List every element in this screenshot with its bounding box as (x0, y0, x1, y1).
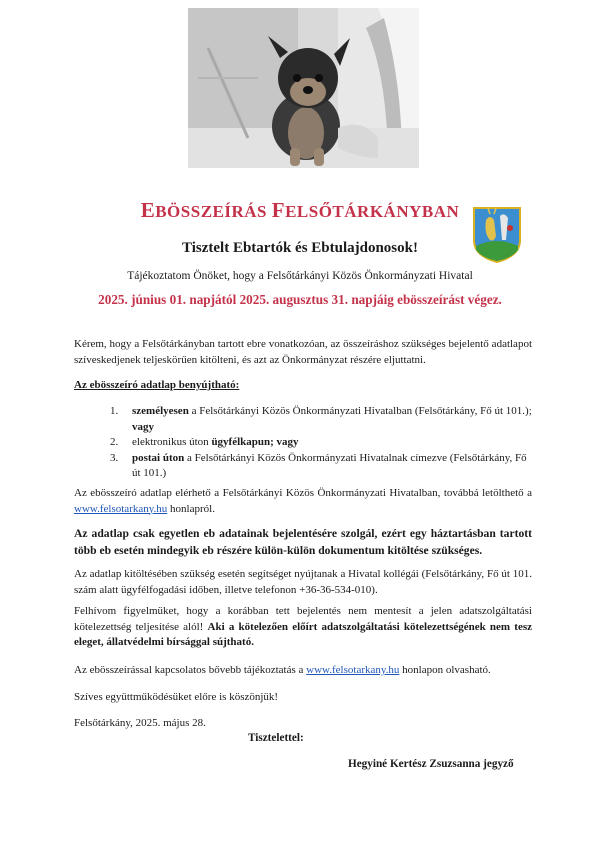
warning-paragraph: Felhívom figyelmüket, hogy a korábban tett bejelentés nem mentesít a jelen adatszolgáltatási kötelezettség teljesítése alól! Aki a kötelezően előírt adatszolgáltatási kötelezettségének nem tesz eleget, állatvédelmi bírsággal sújtható. (74, 605, 533, 648)
list-item: 3. postai úton a Felsőtárkányi Közös Önkormányzati Hivatalnak címezve (Felsőtárkány, Fő út 101.) (110, 451, 527, 479)
page-title: EBÖSSZEÍRÁS FELSŐTÁRKÁNYBAN (140, 198, 460, 222)
website-link[interactable]: www.felsotarkany.hu (74, 502, 168, 515)
request-paragraph: Kérem, hogy a Felsőtárkányban tartott ebre vonatkozóan, az összeíráshoz szükséges bejelentő adatlapot szíveskedjenek teljeskörűen kitölteni, és azt az Önkormányzat részére eljuttatni. (74, 338, 532, 366)
place-date: Felsőtárkány, 2025. május 28. (74, 717, 206, 729)
greeting: Tisztelt Ebtartók és Ebtulajdonosok! (181, 240, 418, 256)
survey-dates: 2025. június 01. napjától 2025. augusztus 31. napjáig ebösszeírást végez. (98, 292, 502, 307)
list-item: 2. elektronikus úton ügyfélkapun; vagy (110, 436, 299, 448)
thanks-paragraph: Szíves együttműködésüket előre is köszönjük! (74, 691, 279, 703)
submission-list (110, 404, 532, 482)
one-dog-paragraph: Az adatlap csak egyetlen eb adatainak bejelentésére szolgál, ezért egy háztartásban tartott több eb esetén mindegyik eb részére külön-külön dokumentum kitöltése szükséges. (74, 527, 532, 557)
website-link[interactable]: www.felsotarkany.hu (306, 664, 400, 676)
regards: Tisztelettel: (248, 732, 304, 744)
list-item: 1. személyesen a Felsőtárkányi Közös Önkormányzati Hivatalban (Felsőtárkány, Fő út 101.); vagy (110, 405, 532, 433)
info-paragraph: Az ebösszeírással kapcsolatos bővebb tájékoztatás a www.felsotarkany.hu honlapon olvasható. (74, 664, 491, 676)
availability-paragraph: Az ebösszeíró adatlap elérhető a Felsőtárkányi Közös Önkormányzati Hivatalban, továbbá letölthető a www.felsotarkany.hu honlapról. (74, 487, 532, 515)
dog-photo (188, 8, 419, 168)
help-paragraph: Az adatlap kitöltésében szükség esetén segítséget nyújtanak a Hivatal kollégái (Felsőtárkány, Fő út 101. szám alatt ügyfélfogadási időben, illetve telefonon +36-36-534-010). (74, 568, 532, 596)
intro-text: Tájékoztatom Önöket, hogy a Felsőtárkányi Közös Önkormányzati Hivatal (127, 270, 473, 282)
submit-heading: Az ebösszeíró adatlap benyújtható: (74, 379, 240, 391)
signature: Hegyiné Kertész Zsuzsanna jegyző (348, 758, 514, 770)
